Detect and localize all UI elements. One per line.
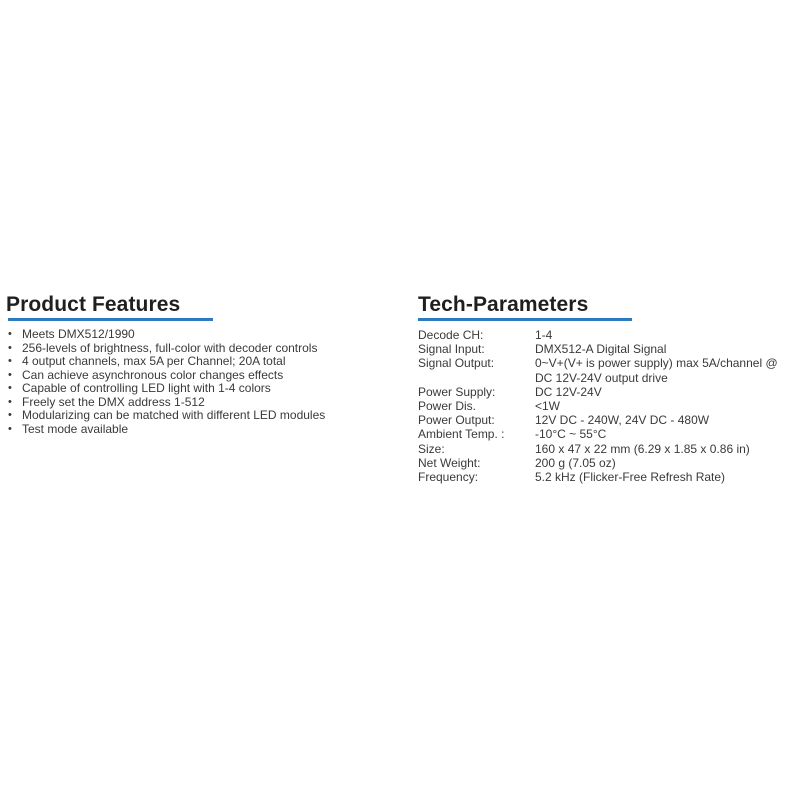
feature-item (6, 409, 386, 423)
feature-item (6, 382, 386, 396)
product-features-heading: Product Features (6, 293, 181, 316)
bullet-icon: • (8, 422, 12, 435)
param-value: 160 x 47 x 22 mm (6.29 x 1.85 x 0.86 in) (535, 441, 750, 456)
param-value: 200 g (7.05 oz) (535, 455, 616, 470)
tech-parameters-heading: Tech-Parameters (418, 293, 589, 316)
param-value: 5.2 kHz (Flicker-Free Refresh Rate) (535, 470, 726, 485)
param-row-size (418, 442, 797, 456)
param-row-power-dis (418, 399, 797, 413)
param-row-frequency (418, 470, 797, 484)
param-value: 1-4 (535, 328, 553, 342)
param-row-power-supply (418, 385, 797, 399)
param-value: <1W (535, 399, 561, 414)
param-label: Power Dis. (418, 399, 477, 414)
param-label: Power Supply: (418, 384, 496, 399)
bullet-icon: • (8, 368, 12, 381)
feature-text: Modularizing can be matched with different LED modules (22, 408, 326, 422)
product-features-underline (8, 318, 213, 321)
bullet-icon: • (8, 395, 12, 408)
param-label: Size: (418, 441, 445, 456)
tech-parameters-section (418, 292, 798, 484)
tech-parameters-table (418, 328, 797, 484)
param-label: Net Weight: (418, 455, 481, 470)
feature-item (6, 342, 386, 356)
feature-text: Meets DMX512/1990 (22, 327, 135, 341)
bullet-icon: • (8, 382, 12, 394)
feature-text: Freely set the DMX address 1-512 (22, 394, 205, 409)
feature-text: Test mode available (22, 421, 129, 436)
param-value: 12V DC - 240W, 24V DC - 480W (535, 413, 710, 428)
feature-item (6, 396, 386, 410)
feature-item (6, 423, 386, 437)
param-label: Decode CH: (418, 328, 484, 342)
param-label: Signal Output: (418, 356, 495, 371)
param-row-decode-ch (418, 328, 797, 342)
tech-parameters-underline (418, 318, 632, 321)
param-value: DMX512-A Digital Signal (535, 342, 667, 357)
param-row-net-weight (418, 456, 797, 470)
param-label: Frequency: (418, 470, 479, 485)
product-features-list (6, 328, 386, 436)
param-value: -10°C ~ 55°C (535, 427, 607, 442)
feature-text: Capable of controlling LED light with 1-4 colors (22, 381, 271, 395)
bullet-icon: • (8, 341, 12, 354)
param-row-signal-output (418, 356, 797, 384)
param-row-signal-input (418, 342, 797, 356)
param-label: Signal Input: (418, 342, 485, 357)
product-features-section (6, 292, 386, 436)
param-value: 0~V+(V+ is power supply) max 5A/channel @ DC 12V-24V output drive (535, 356, 778, 385)
feature-text: Can achieve asynchronous color changes effects (22, 367, 284, 382)
feature-item (6, 369, 386, 383)
bullet-icon: • (8, 355, 12, 367)
feature-item (6, 328, 386, 342)
param-value: DC 12V-24V (535, 384, 602, 399)
bullet-icon: • (8, 409, 12, 421)
bullet-icon: • (8, 328, 12, 340)
feature-text: 256-levels of brightness, full-color with decoder controls (22, 340, 318, 355)
param-row-power-output (418, 413, 797, 427)
param-row-ambient-temp (418, 427, 797, 441)
param-label: Ambient Temp. : (418, 427, 505, 442)
param-label: Power Output: (418, 413, 495, 428)
feature-item (6, 355, 386, 369)
feature-text: 4 output channels, max 5A per Channel; 20A total (22, 354, 286, 368)
